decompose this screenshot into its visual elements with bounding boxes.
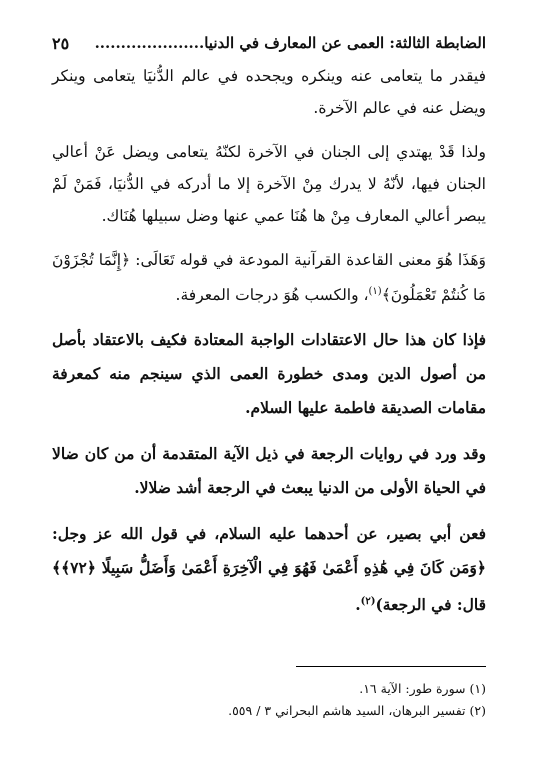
leader-dots: .....................: [94, 34, 205, 52]
paragraph-3-tail: ، والكسب هُوَ درجات المعرفة.: [175, 286, 369, 305]
paragraph-6-text: فعن أبي بصير، عن أحدهما عليه السلام، في قول الله عز وجل: ﴿وَمَن كَانَ فِي هَٰذِهِ أَعْمَىٰ فَهُوَ فِي الْآخِرَةِ أَعْمَىٰ وَأَضَلُّ سَبِيلًا ﴿٧٢﴾﴾ قال: في الرجعة): [52, 524, 486, 615]
page-number: ٢٥: [52, 33, 70, 53]
paragraph-5: [52, 437, 486, 505]
page-header: [52, 30, 486, 56]
footnote-separator: [296, 666, 486, 667]
paragraph-6-tail: .: [355, 595, 361, 615]
running-title-text: الضابطة الثالثة: العمى عن المعارف في الدنيا: [204, 34, 486, 52]
paragraph-6: [52, 517, 486, 622]
paragraph-4: [52, 323, 486, 425]
footnotes: [52, 678, 486, 722]
paragraph-5-text: وقد ورد في روايات الرجعة في ذيل الآية المتقدمة أن من كان ضالا في الحياة الأولى من الدنيا يبعث في الرجعة أشد ضلالا.: [52, 444, 486, 498]
footnote-ref-2[interactable]: (٢): [360, 596, 376, 608]
footnote-ref-1[interactable]: (١): [368, 286, 382, 297]
paragraph-1-text: فيقدر ما يتعامى عنه وينكره ويجحده في عالم الدُّنيَا يتعامى وينكر ويضل عنه في عالم الآخرة.: [52, 67, 486, 117]
paragraph-1: [52, 60, 486, 124]
paragraph-2: [52, 136, 486, 232]
running-title: [95, 34, 486, 52]
footnote-1: (١) سورة طور: الآية ١٦.: [359, 681, 486, 696]
paragraph-3: [52, 244, 486, 311]
paragraph-4-text: فإذا كان هذا حال الاعتقادات الواجبة المعتادة فكيف بالاعتقاد بأصل من أصول الدين ومدى خطورة العمى الذي سينجم منه كمعرفة مقامات الصديقة فاطمة عليها السلام.: [52, 330, 486, 418]
paragraph-3-text: وَهَذَا هُوَ معنى القاعدة القرآنية المودعة في قوله تَعَالَى: ﴿إِنَّمَا تُجْزَوْنَ مَا كُنتُمْ تَعْمَلُونَ﴾: [52, 251, 486, 305]
page-body: [52, 60, 486, 634]
paragraph-2-text: ولذا قَدْ يهتدي إلى الجنان في الآخرة لكنّهُ يتعامى ويضل عَنْ أعالي الجنان فيها، لأنّهُ لا يدرك مِنْ الآخرة إلا ما أدركه في الدُّنيَا، فَمَنْ لَمْ يبصر أعالي المعارف مِنْ ها هُنَا عمي عنها وضل سبيلها هُنَاك.: [52, 143, 486, 225]
footnote-2: (٢) تفسير البرهان، السيد هاشم البحراني ٣ / ٥٥٩.: [228, 703, 486, 718]
